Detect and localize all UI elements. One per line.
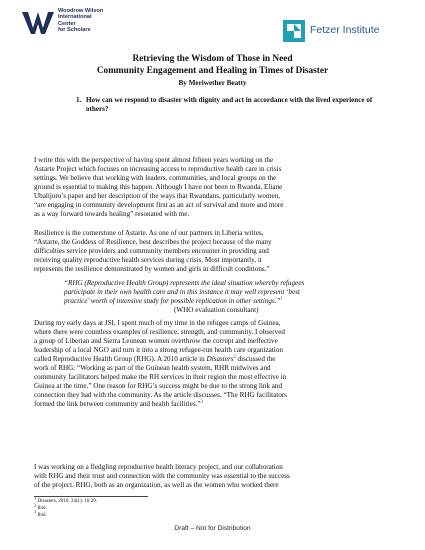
text-line: Astarte Project which focuses on increasing access to reproductive health care in crisis xyxy=(34,165,282,173)
text-line: called Reproductive Health Group (RHG). A 2010 article in Disasters$^2$ discussed the xyxy=(34,353,276,363)
wilson-center-name: Woodrow Wilson International Center for Scholars xyxy=(58,8,104,34)
text-line: a group of Liberian and Sierra Leonean women overthrow the corrupt and ineffective xyxy=(34,337,278,345)
quote-line: practice’ worth of intensive study for possible replication in other settings.”$^1$ xyxy=(64,295,283,305)
text-line: represents the resilience demonstrated by women and girls in difficult conditions.” xyxy=(34,265,270,273)
text-line: leadership of a local NGO and turn it into a strong refugee-run health care organization xyxy=(34,346,283,354)
journal-title: Disasters xyxy=(206,355,234,363)
fetzer-institute-logo-icon xyxy=(283,20,305,42)
text-line: connection they had with the community. As the article discusses, “The RHG facilitators xyxy=(34,391,287,399)
footnote: $^2$ Ibid. xyxy=(34,502,47,511)
footnote-divider xyxy=(34,496,148,497)
text-line: Guinea at the time.” One reason for RHG’s success might be due to the strong link and xyxy=(34,382,283,390)
question-text: How can we respond to disaster with dignity and act in accordance with the lived experience of others? xyxy=(86,96,373,113)
paragraph-4 xyxy=(34,463,394,490)
text-line: “are engaging in community development first as an act of survival and more and more xyxy=(34,201,284,209)
text-line: settings. We believe that working with leaders, communities, and local groups on the xyxy=(34,174,277,182)
footnote: $^3$ Ibid. xyxy=(34,509,47,518)
text-line: receiving quality reproductive health services during crisis. Most importantly, it xyxy=(34,256,262,264)
text-line: of the project. RHG, both as an organization, as well as the women who worked there xyxy=(34,481,279,489)
footnote-ref: 2 xyxy=(233,353,236,359)
text-line: with RHG and their trust and connection with the community was essential to the success xyxy=(34,472,290,480)
text-line: work of RHG: “Working as part of the Guinean health system, RHR midwives and xyxy=(34,364,271,372)
footnote-ref: 1 xyxy=(280,295,283,301)
footnote-ref: 3 xyxy=(200,398,203,404)
fetzer-institute-name: Fetzer Institute xyxy=(310,24,380,36)
text-line: I write this with the perspective of having spent almost fifteen years working on the xyxy=(34,156,274,164)
text-line: where there were countless examples of resilience, strength, and community. I observed xyxy=(34,328,285,336)
text-line: Resilience is the cornerstone of Astarte. As one of our partners in Liberia writes, xyxy=(34,229,264,237)
text-line: I was working on a fledgling reproductive health literacy project, and our collaboration xyxy=(34,463,283,471)
wilson-center-logo-icon xyxy=(22,10,54,36)
text-line: Ubalijoro’s paper and her description of the ways that Rwandans, particularly women, xyxy=(34,192,281,200)
text-line: “Astarte, the Goddess of Resilience, best describes the project because of the many xyxy=(34,238,272,246)
quote-attribution: (WHO evaluation consultant) xyxy=(174,306,259,314)
block-quote xyxy=(64,279,364,315)
paragraph-2 xyxy=(34,229,394,274)
text-line: During my early days at JSI, I spent much of my time in the refugee camps of Guinea, xyxy=(34,319,281,327)
quote-line: “RHG (Reproductive Health Group) represents the ideal situation whereby refugees xyxy=(64,279,305,287)
question-number: 1. xyxy=(76,96,82,104)
quote-line: participate in their own health care and in this instance it may well represent ‘best xyxy=(64,288,301,296)
text-line: formed the link between community and health facilities.”$^3$ xyxy=(34,398,203,408)
paragraph-3 xyxy=(34,319,394,409)
paragraph-1 xyxy=(34,156,394,219)
text-line: as a way forward towards healing” resonated with me. xyxy=(34,210,190,218)
page-footer: Draft – Not for Distribution xyxy=(174,525,251,532)
document-subtitle: Community Engagement and Healing in Times of Disaster xyxy=(96,66,329,76)
text-line: community facilitators helped make the RH services in their region the most effective in xyxy=(34,373,287,381)
document-title: Retrieving the Wisdom of Those in Need xyxy=(132,54,293,64)
text-line: difficulties service providers and community members encounter in providing and xyxy=(34,247,269,255)
author-byline: By Meriwether Beatty xyxy=(178,79,247,87)
text-line: ground is essential to making this happen. Although I have not been to Rwanda, Eliane xyxy=(34,183,283,191)
footnotes xyxy=(34,495,97,519)
footnote: $^1$ Disasters, 2010, 34(1): 16:29. xyxy=(34,495,97,504)
